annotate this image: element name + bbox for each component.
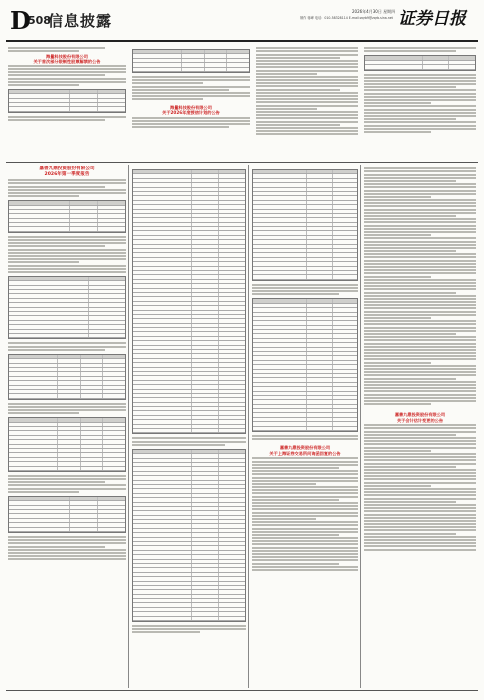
cash-flow-and-reply [252, 166, 358, 688]
section-title: 信息披露 [48, 12, 113, 30]
notice-title: 嘉善九鼎投资股份有限公司 2026年第一季度报告 [39, 166, 95, 177]
notice-restricted-stock [8, 46, 126, 158]
right-column-text [364, 166, 476, 688]
notice-table [8, 89, 126, 113]
page-letter: D [10, 6, 31, 35]
right-table [364, 55, 476, 70]
notice-title: 嘉善九鼎投资股份有限公司 关于会计估计变更的公告 [394, 412, 446, 423]
masthead [0, 0, 484, 38]
quarterly-report [8, 166, 126, 688]
notice-title: 海量科技股份有限公司 关于2026年度授信计划的公告 [162, 105, 220, 116]
page-number: 508 [28, 14, 51, 27]
band-divider [6, 162, 478, 163]
credit-table [132, 49, 250, 73]
contact-line: 制作 蒋峰 电话：010-58328114 E-mail:zqrb9@zqrb.sina.net [300, 16, 393, 20]
footer-rule [6, 690, 478, 691]
notice-credit-plan [132, 46, 250, 158]
notice-right-block [364, 46, 476, 158]
notice-text-block [256, 46, 358, 158]
notice-title: 海量科技股份有限公司 关于首次部分限制性股票解禁的公告 [33, 53, 101, 64]
masthead-rule [6, 40, 478, 42]
newspaper-logo: 证券日报 [398, 9, 466, 29]
financial-statements [132, 166, 246, 688]
issue-date: 2026年4月30日 星期四 [352, 9, 396, 14]
notice-title: 嘉善九鼎投资股份有限公司 关于上海证券交易所问询函回复的公告 [269, 445, 341, 456]
